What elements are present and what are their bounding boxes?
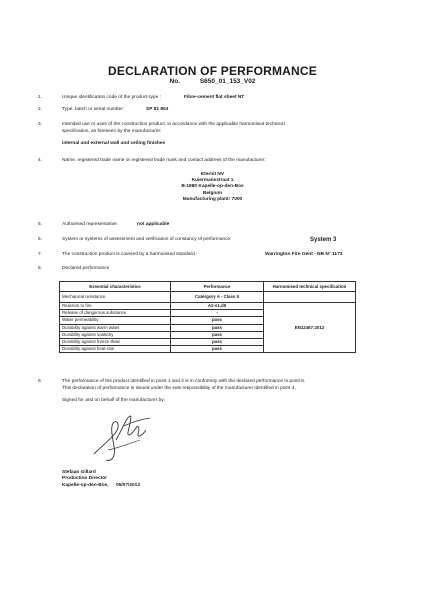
document-number-value: S650_01_153_V02 bbox=[199, 78, 256, 85]
address-line: Kuiermansstraat 1 bbox=[191, 178, 234, 184]
item-text-line: Intended use or uses of the construction product, in accordance with the applicable harmonised technical bbox=[62, 122, 285, 127]
column-header: Performance bbox=[171, 282, 264, 292]
item-number: 7. bbox=[38, 252, 43, 257]
table-row bbox=[60, 303, 356, 310]
performance-cell: - bbox=[171, 310, 264, 317]
signer-role: Production Director bbox=[62, 476, 108, 482]
item-number: 2. bbox=[38, 107, 43, 112]
document-title: DECLARATION OF PERFORMANCE bbox=[108, 64, 317, 78]
performance-cell: pass bbox=[171, 331, 264, 338]
performance-cell: A2-s1,d0 bbox=[171, 303, 264, 310]
intended-use: internal and external wall and ceiling finishes bbox=[62, 141, 166, 147]
characteristic-cell: Release of dangerous substance bbox=[60, 310, 171, 317]
characteristic-cell: Durability against heat-rain bbox=[60, 346, 171, 353]
performance-cell: pass bbox=[171, 338, 264, 345]
address-line: Belgium bbox=[203, 190, 222, 196]
characteristic-cell: Reaction to fire bbox=[60, 303, 171, 310]
item-text: Name, registered trade name or registered trade mark and contact address of the manufacturer: bbox=[62, 158, 266, 163]
serial-number: SP 81 804 bbox=[146, 107, 169, 112]
characteristic-cell: Mechanical resistance bbox=[60, 292, 171, 303]
characteristic-cell: Durability against warm water bbox=[60, 324, 171, 331]
document-number-label: No. bbox=[169, 78, 180, 85]
signer-place: Kapelle-op-den-Bos, bbox=[62, 482, 109, 488]
signer-name: Stefaan Gillard bbox=[62, 470, 96, 475]
item-text: Unique identification code of the product-type : bbox=[62, 95, 161, 100]
item-number: 6. bbox=[38, 237, 43, 242]
address-line: B-1880 Kapelle-op-den-Bos bbox=[181, 184, 244, 190]
product-type-code: Fibre-cement flat sheet NT bbox=[184, 95, 245, 100]
column-header: Essential characteristics bbox=[60, 282, 171, 292]
performance-cell: pass bbox=[171, 324, 264, 331]
conformity-line: This declaration of performance is issued under the sole responsibility of the manufacturer identified in point 4. bbox=[62, 385, 296, 391]
signer-place-date bbox=[62, 483, 140, 489]
harmonised-spec-cell: EN12467:2012 bbox=[264, 303, 356, 353]
address-line: Manufacturing plant: 7000 bbox=[182, 196, 243, 202]
signer-date: 05/07/2013 bbox=[115, 482, 140, 488]
item-text: Authorised representative: bbox=[62, 222, 118, 227]
performance-cell: pass bbox=[171, 317, 264, 324]
characteristic-cell: Durability against soak/dry bbox=[60, 331, 171, 338]
signed-statement: Signed for and on behalf of the manufacturer by: bbox=[62, 398, 165, 403]
item-number: 3. bbox=[38, 122, 43, 127]
item-text: Type, batch or serial number: bbox=[62, 107, 125, 112]
item-text: The construction product is covered by a harmonised standard - bbox=[62, 252, 198, 257]
item-text: System or systems of assessment and verification of constancy of performance: bbox=[62, 237, 232, 242]
document-number bbox=[0, 78, 425, 85]
address-line: Eternit NV bbox=[200, 172, 225, 177]
performance-cell: pass bbox=[171, 346, 264, 353]
notified-body: Warrington Fire Gent - NB N° 1173 bbox=[265, 252, 343, 257]
column-header: Harmonised technical specification bbox=[264, 282, 356, 292]
item-number: 5. bbox=[38, 222, 43, 227]
item-text-line: specification, as foreseen by the manufacturer: bbox=[62, 128, 162, 134]
item-number: 4. bbox=[38, 158, 43, 163]
characteristic-cell: Water permeability bbox=[60, 317, 171, 324]
performance-table bbox=[59, 281, 356, 353]
item-number: 9. bbox=[38, 379, 43, 384]
item-number: 8. bbox=[38, 266, 43, 271]
avcp-system: System 3 bbox=[310, 237, 337, 243]
signer-block bbox=[62, 470, 140, 489]
characteristic-cell: Durability against freeze-thaw bbox=[60, 338, 171, 345]
item-text: Declared performance bbox=[62, 266, 110, 271]
handwritten-signature bbox=[88, 410, 158, 468]
table-row bbox=[60, 292, 356, 303]
manufacturer-address bbox=[0, 172, 425, 203]
spec-cell-empty bbox=[264, 292, 356, 303]
performance-cell: Catergory A - Class 5 bbox=[171, 292, 264, 303]
authorised-representative: not applicable bbox=[137, 222, 170, 227]
item-number: 1. bbox=[38, 95, 43, 100]
table-header-row bbox=[60, 282, 356, 292]
conformity-line: The performance of the product identified in point 1 and 2 is in conformity with the declared performance in point 8. bbox=[62, 379, 306, 384]
